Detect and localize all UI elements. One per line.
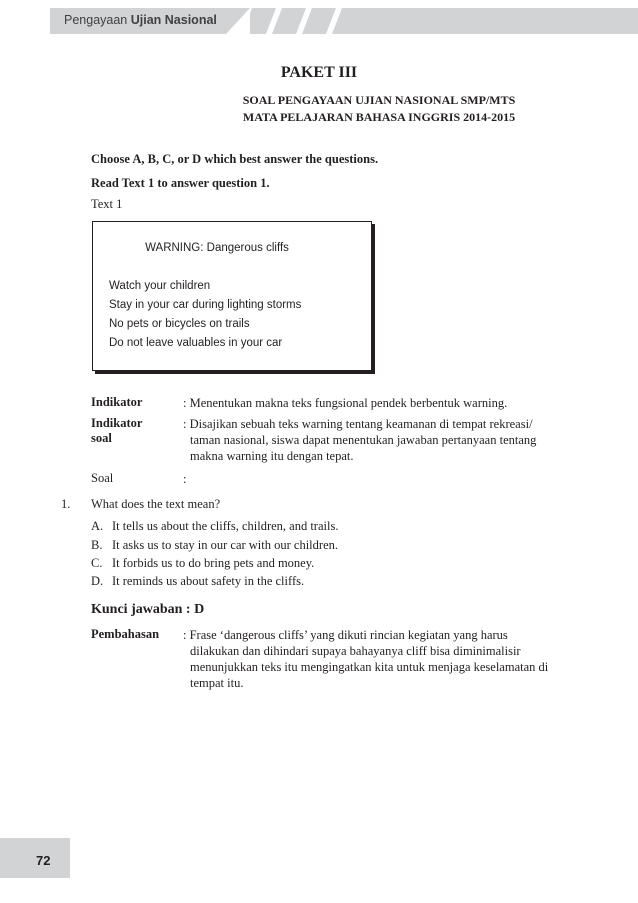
warning-item: Do not leave valuables in your car (109, 337, 283, 349)
option-letter: A. (91, 519, 104, 533)
option-text: It asks us to stay in our car with our children. (112, 538, 338, 552)
soal-value: : (183, 472, 187, 486)
running-header-strong: Ujian Nasional (130, 13, 217, 27)
pembahasan-line: menunjukkan teks itu mengingatkan kita untuk menjaga keselamatan di (190, 660, 549, 674)
subtitle-line-1: SOAL PENGAYAAN UJIAN NASIONAL SMP/MTS (242, 93, 516, 107)
indikator-label: Indikator (91, 395, 143, 409)
warning-item: No pets or bicycles on trails (109, 318, 250, 330)
option-b (91, 538, 338, 553)
pembahasan-line: dilakukan dan dihindari supaya bahayanya cliff bisa diminimalisir (190, 644, 521, 658)
running-header-prefix: Pengayaan (64, 13, 128, 27)
option-a (91, 519, 338, 534)
option-text: It reminds us about safety in the cliffs. (112, 574, 305, 588)
answer-key: Kunci jawaban : D (91, 602, 205, 617)
running-header (64, 13, 217, 27)
indikator-value: : Menentukan makna teks fungsional pendek berbentuk warning. (183, 396, 508, 410)
header-stripes-decoration (250, 8, 638, 34)
pembahasan-line: : Frase ‘dangerous cliffs’ yang dikuti rincian kegiatan yang harus (183, 628, 508, 642)
option-letter: C. (91, 556, 103, 570)
page-header (0, 0, 638, 50)
option-letter: D. (91, 574, 104, 588)
question-text: What does the text mean? (91, 497, 221, 511)
option-d (91, 574, 304, 589)
warning-sign-box (92, 221, 372, 371)
warning-item: Watch your children (109, 280, 211, 292)
indikator-soal-line: taman nasional, siswa dapat menentukan jawaban pertanyaan tentang (190, 433, 537, 447)
warning-title: WARNING: Dangerous cliffs (145, 242, 289, 254)
option-c (91, 556, 314, 571)
page-number-tab (0, 838, 70, 878)
paket-title: PAKET III (280, 64, 358, 81)
option-text: It forbids us to do bring pets and money. (112, 556, 315, 570)
text-label: Text 1 (91, 197, 123, 211)
option-letter: B. (91, 538, 103, 552)
instruction-choose: Choose A, B, C, or D which best answer the questions. (91, 152, 379, 166)
warning-item: Stay in your car during lighting storms (109, 299, 302, 311)
pembahasan-line: tempat itu. (190, 676, 244, 690)
indikator-soal-line: makna warning itu dengan tepat. (190, 449, 354, 463)
indikator-soal-value (183, 416, 573, 464)
page-number: 72 (36, 853, 51, 868)
pembahasan-label: Pembahasan (91, 627, 160, 641)
indikator-soal-label: Indikator soal (91, 416, 143, 445)
pembahasan-value (183, 627, 583, 691)
soal-label: Soal (91, 471, 114, 485)
instruction-read: Read Text 1 to answer question 1. (91, 176, 270, 190)
subtitle-line-2: MATA PELAJARAN BAHASA INGGRIS 2014-2015 (242, 110, 516, 124)
question-number: 1. (61, 497, 71, 511)
option-text: It tells us about the cliffs, children, and trails. (112, 519, 339, 533)
indikator-soal-line: : Disajikan sebuah teks warning tentang keamanan di tempat rekreasi/ (183, 417, 533, 431)
